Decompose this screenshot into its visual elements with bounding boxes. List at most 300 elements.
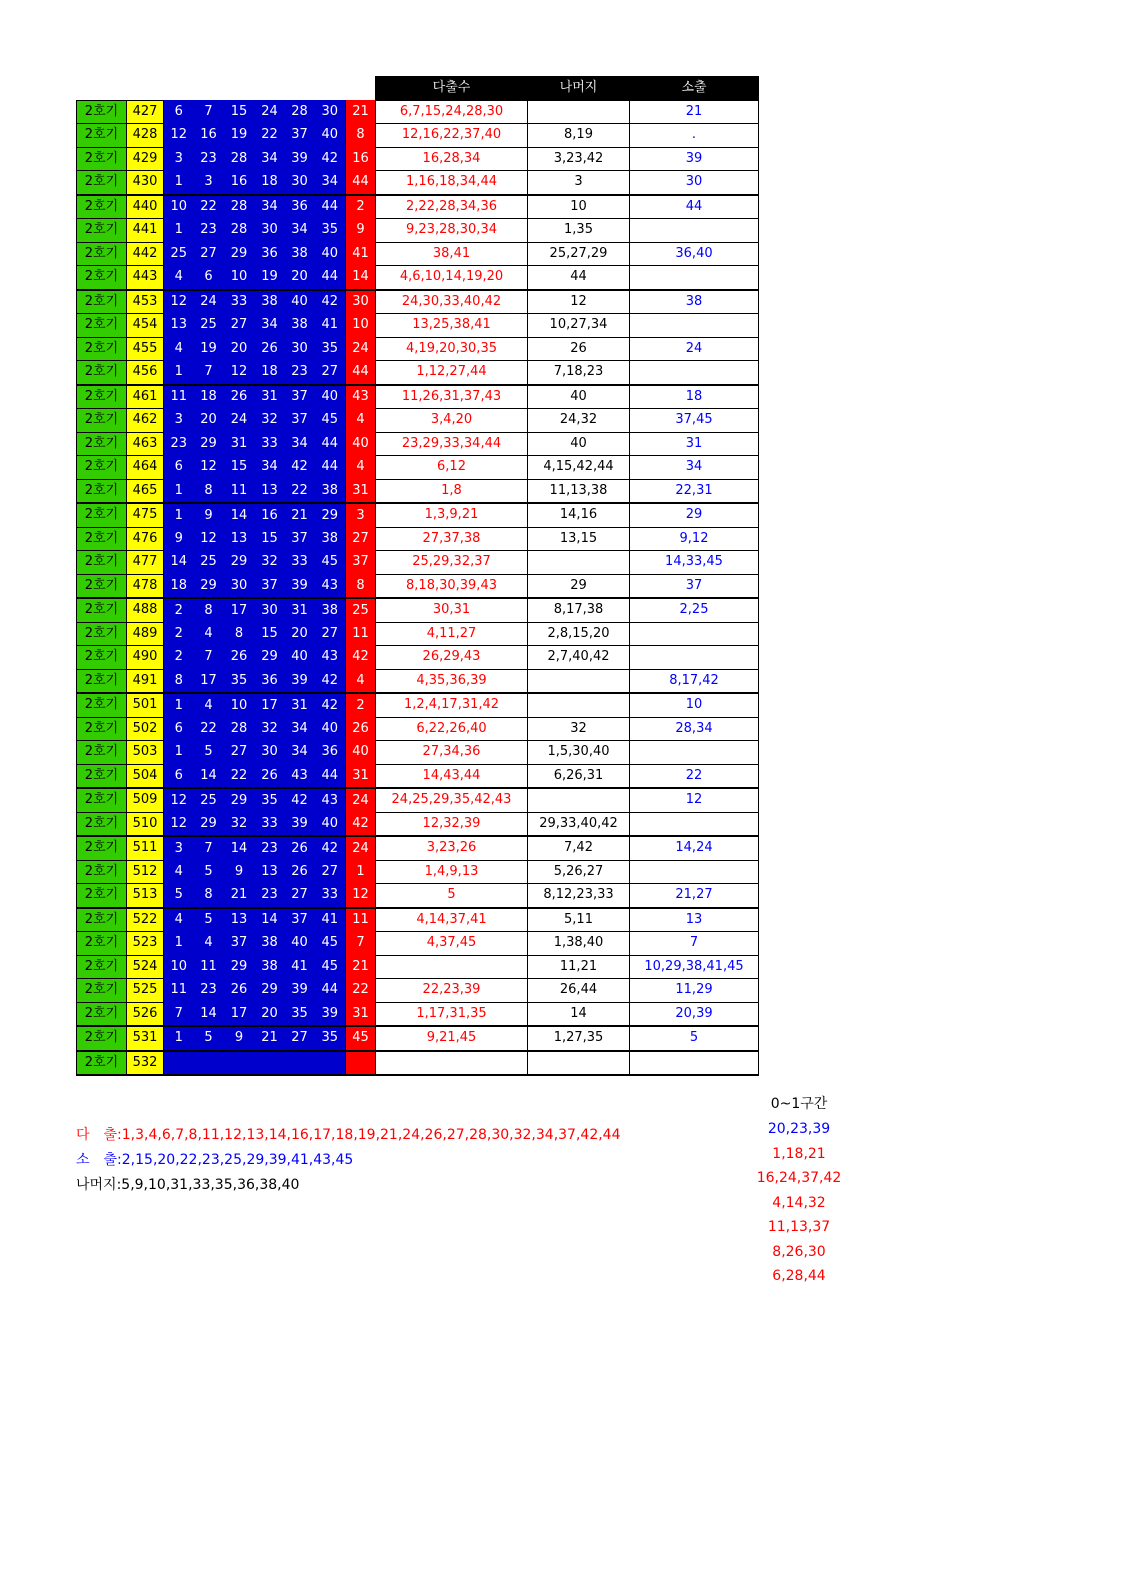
rest-cell: 40 [528,432,630,456]
table-row [77,432,759,456]
hot-cell: 1,16,18,34,44 [376,171,528,195]
number-cell: 29 [255,979,285,1003]
number-cell: 3 [164,409,194,433]
round-cell: 464 [127,456,164,480]
rest-cell: 1,38,40 [528,932,630,956]
machine-cell: 2호기 [77,1002,127,1026]
summary-hot [76,1124,621,1144]
number-cell: 29 [255,646,285,670]
number-cell: 10 [164,955,194,979]
number-cell: 31 [285,693,315,717]
number-cell [194,1051,224,1076]
number-cell: 44 [315,764,346,788]
number-cell: 8 [164,669,194,693]
number-cell: 34 [255,147,285,171]
header-cold: 소출 [630,77,759,101]
cold-cell [630,622,759,646]
table-row [77,622,759,646]
hot-cell: 4,37,45 [376,932,528,956]
number-cell: 34 [255,195,285,219]
number-cell: 45 [315,551,346,575]
number-cell: 42 [315,290,346,314]
hot-cell: 1,12,27,44 [376,361,528,385]
number-cell: 21 [255,1026,285,1051]
hot-cell [376,1051,528,1076]
round-cell: 456 [127,361,164,385]
machine-cell: 2호기 [77,1051,127,1076]
round-cell: 462 [127,409,164,433]
hot-cell: 6,12 [376,456,528,480]
hot-cell: 2,22,28,34,36 [376,195,528,219]
zone-line: 20,23,39 [767,1121,831,1137]
number-cell: 1 [164,361,194,385]
number-cell: 19 [255,266,285,290]
number-cell [224,1051,255,1076]
bonus-cell: 11 [346,908,376,932]
round-cell: 441 [127,219,164,243]
number-cell: 1 [164,219,194,243]
number-cell: 42 [315,836,346,860]
cold-cell: 14,33,45 [630,551,759,575]
summary-rest-label: 나머지: [76,1177,122,1193]
hot-cell: 3,23,26 [376,836,528,860]
machine-cell: 2호기 [77,100,127,124]
number-cell: 44 [315,979,346,1003]
number-cell: 12 [164,290,194,314]
round-cell: 513 [127,884,164,908]
machine-cell: 2호기 [77,836,127,860]
number-cell: 26 [224,385,255,409]
number-cell: 25 [194,551,224,575]
rest-cell: 5,26,27 [528,860,630,884]
cold-cell: 24 [630,337,759,361]
number-cell: 39 [285,979,315,1003]
number-cell: 6 [164,100,194,124]
machine-cell: 2호기 [77,860,127,884]
machine-cell: 2호기 [77,932,127,956]
round-cell: 504 [127,764,164,788]
machine-cell: 2호기 [77,432,127,456]
bonus-cell: 1 [346,860,376,884]
hot-cell: 1,3,9,21 [376,503,528,527]
bonus-cell: 24 [346,836,376,860]
number-cell: 33 [285,551,315,575]
table-row [77,932,759,956]
rest-cell: 26 [528,337,630,361]
round-cell: 524 [127,955,164,979]
number-cell: 31 [255,385,285,409]
table-row [77,860,759,884]
bonus-cell: 7 [346,932,376,956]
number-cell: 40 [315,124,346,148]
round-cell: 477 [127,551,164,575]
number-cell: 26 [255,764,285,788]
number-cell: 20 [255,1002,285,1026]
round-cell: 489 [127,622,164,646]
cold-cell [630,812,759,836]
zone-lines [740,1119,858,1291]
number-cell: 7 [164,1002,194,1026]
number-cell: 13 [255,479,285,503]
hot-cell: 22,23,39 [376,979,528,1003]
number-cell: 14 [164,551,194,575]
table-row [77,242,759,266]
table-row [77,195,759,219]
number-cell: 35 [224,669,255,693]
number-cell: 23 [164,432,194,456]
machine-cell: 2호기 [77,741,127,765]
number-cell: 30 [255,219,285,243]
cold-cell: 28,34 [630,717,759,741]
table-row [77,1051,759,1076]
number-cell: 29 [224,955,255,979]
number-cell: 4 [164,337,194,361]
number-cell: 39 [285,574,315,598]
number-cell: 23 [255,884,285,908]
number-cell: 26 [224,979,255,1003]
table-row [77,717,759,741]
rest-cell: 40 [528,385,630,409]
bonus-cell: 4 [346,669,376,693]
lotto-analysis-table [76,76,759,1076]
round-cell: 511 [127,836,164,860]
cold-cell: 2,25 [630,598,759,622]
machine-cell: 2호기 [77,361,127,385]
table-row [77,551,759,575]
number-cell: 33 [315,884,346,908]
number-cell: 1 [164,171,194,195]
bonus-cell: 2 [346,195,376,219]
rest-cell [528,100,630,124]
bonus-cell: 43 [346,385,376,409]
round-cell: 526 [127,1002,164,1026]
table-row [77,100,759,124]
bonus-cell: 21 [346,955,376,979]
number-cell: 17 [194,669,224,693]
number-cell: 1 [164,503,194,527]
header-hot: 다출수 [376,77,528,101]
machine-cell: 2호기 [77,290,127,314]
number-cell: 15 [255,527,285,551]
rest-cell [528,693,630,717]
number-cell: 40 [285,646,315,670]
number-cell: 6 [164,456,194,480]
number-cell: 35 [315,219,346,243]
hot-cell: 11,26,31,37,43 [376,385,528,409]
number-cell: 38 [255,290,285,314]
zone-line: 4,14,32 [772,1194,826,1211]
bonus-cell: 44 [346,361,376,385]
table-row [77,266,759,290]
round-cell: 442 [127,242,164,266]
round-cell: 465 [127,479,164,503]
bonus-cell: 31 [346,764,376,788]
number-cell: 18 [194,385,224,409]
hot-cell: 1,2,4,17,31,42 [376,693,528,717]
number-cell: 25 [194,314,224,338]
round-cell: 427 [127,100,164,124]
table-row [77,147,759,171]
rest-cell: 3 [528,171,630,195]
number-cell: 2 [164,646,194,670]
number-cell: 27 [285,1026,315,1051]
number-cell: 15 [255,622,285,646]
round-cell: 532 [127,1051,164,1076]
number-cell: 10 [224,266,255,290]
rest-cell: 5,11 [528,908,630,932]
number-cell: 4 [194,622,224,646]
round-cell: 478 [127,574,164,598]
bonus-cell: 12 [346,884,376,908]
machine-cell: 2호기 [77,764,127,788]
number-cell: 20 [194,409,224,433]
cold-cell: 14,24 [630,836,759,860]
round-cell: 476 [127,527,164,551]
rest-cell: 12 [528,290,630,314]
table-row [77,646,759,670]
bonus-cell: 42 [346,812,376,836]
machine-cell: 2호기 [77,598,127,622]
number-cell: 9 [194,503,224,527]
table-row [77,124,759,148]
machine-cell: 2호기 [77,503,127,527]
round-cell: 430 [127,171,164,195]
number-cell: 40 [315,242,346,266]
machine-cell: 2호기 [77,1026,127,1051]
number-cell: 4 [164,266,194,290]
hot-cell: 4,11,27 [376,622,528,646]
number-cell: 36 [255,242,285,266]
hot-cell: 1,8 [376,479,528,503]
number-cell: 43 [315,646,346,670]
number-cell: 42 [315,147,346,171]
table-row [77,456,759,480]
machine-cell: 2호기 [77,456,127,480]
number-cell: 33 [255,432,285,456]
machine-cell: 2호기 [77,669,127,693]
number-cell: 11 [164,385,194,409]
number-cell: 20 [285,266,315,290]
cold-cell: 21 [630,100,759,124]
number-cell: 27 [315,622,346,646]
number-cell: 19 [224,124,255,148]
cold-cell: 22,31 [630,479,759,503]
number-cell: 1 [164,1026,194,1051]
machine-cell: 2호기 [77,884,127,908]
number-cell: 16 [224,171,255,195]
table-row [77,219,759,243]
machine-cell: 2호기 [77,147,127,171]
cold-cell [630,314,759,338]
bonus-cell: 8 [346,124,376,148]
machine-cell: 2호기 [77,409,127,433]
number-cell: 24 [194,290,224,314]
number-cell: 8 [194,479,224,503]
hot-cell: 1,17,31,35 [376,1002,528,1026]
summary-rest-values: 5,9,10,31,33,35,36,38,40 [121,1177,300,1193]
number-cell: 36 [255,669,285,693]
number-cell: 17 [224,1002,255,1026]
number-cell: 35 [285,1002,315,1026]
zone-line: 16,24,37,42 [756,1170,842,1186]
rest-cell: 6,26,31 [528,764,630,788]
machine-cell: 2호기 [77,646,127,670]
number-cell: 5 [194,860,224,884]
number-cell: 12 [164,124,194,148]
number-cell: 42 [315,693,346,717]
bonus-cell: 16 [346,147,376,171]
number-cell: 40 [315,717,346,741]
number-cell: 10 [164,195,194,219]
cold-cell: 34 [630,456,759,480]
number-cell: 40 [315,812,346,836]
number-cell: 38 [315,527,346,551]
bonus-cell: 26 [346,717,376,741]
number-cell: 17 [224,598,255,622]
zone-line: 1,18,21 [772,1145,826,1162]
number-cell [285,1051,315,1076]
cold-cell [630,741,759,765]
number-cell: 37 [285,385,315,409]
number-cell: 30 [285,337,315,361]
machine-cell: 2호기 [77,551,127,575]
number-cell: 39 [315,1002,346,1026]
summary-cold [76,1149,353,1169]
table-row [77,979,759,1003]
hot-cell: 14,43,44 [376,764,528,788]
number-cell: 23 [194,147,224,171]
number-cell: 7 [194,836,224,860]
bonus-cell: 24 [346,337,376,361]
number-cell: 34 [285,432,315,456]
cold-cell: 10,29,38,41,45 [630,955,759,979]
cold-cell: 37 [630,574,759,598]
bonus-cell: 31 [346,1002,376,1026]
rest-cell: 14,16 [528,503,630,527]
rest-cell [528,788,630,812]
cold-cell: 44 [630,195,759,219]
number-cell: 3 [164,836,194,860]
number-cell: 7 [194,646,224,670]
number-cell: 6 [164,764,194,788]
number-cell: 38 [315,598,346,622]
table-row [77,764,759,788]
number-cell: 27 [315,860,346,884]
number-cell: 1 [164,932,194,956]
number-cell: 29 [194,574,224,598]
number-cell: 30 [255,598,285,622]
cold-cell: 10 [630,693,759,717]
number-cell: 4 [164,860,194,884]
summary-cold-label: 소 출: [76,1152,122,1168]
cold-cell: 31 [630,432,759,456]
round-cell: 502 [127,717,164,741]
number-cell: 16 [194,124,224,148]
hot-cell: 4,19,20,30,35 [376,337,528,361]
number-cell: 14 [194,1002,224,1026]
number-cell: 13 [255,860,285,884]
machine-cell: 2호기 [77,219,127,243]
round-cell: 510 [127,812,164,836]
rest-cell: 8,12,23,33 [528,884,630,908]
number-cell: 12 [194,456,224,480]
number-cell: 37 [285,908,315,932]
machine-cell: 2호기 [77,812,127,836]
round-cell: 503 [127,741,164,765]
number-cell: 19 [194,337,224,361]
bonus-cell: 21 [346,100,376,124]
number-cell [255,1051,285,1076]
header-blank [77,77,376,101]
table-row [77,788,759,812]
machine-cell: 2호기 [77,124,127,148]
machine-cell: 2호기 [77,314,127,338]
hot-cell: 24,30,33,40,42 [376,290,528,314]
cold-cell: 39 [630,147,759,171]
number-cell: 13 [164,314,194,338]
bonus-cell: 41 [346,242,376,266]
bonus-cell: 10 [346,314,376,338]
cold-cell [630,266,759,290]
number-cell: 17 [255,693,285,717]
hot-cell: 4,6,10,14,19,20 [376,266,528,290]
number-cell: 3 [164,147,194,171]
cold-cell [630,860,759,884]
cold-cell: 11,29 [630,979,759,1003]
rest-cell [528,551,630,575]
number-cell: 26 [255,337,285,361]
number-cell: 8 [194,884,224,908]
number-cell: 4 [194,932,224,956]
cold-cell [630,646,759,670]
number-cell: 29 [224,242,255,266]
zone-panel [740,1094,858,1291]
cold-cell: 21,27 [630,884,759,908]
bonus-cell: 44 [346,171,376,195]
table-row [77,955,759,979]
number-cell: 28 [285,100,315,124]
rest-cell: 7,18,23 [528,361,630,385]
number-cell: 18 [255,361,285,385]
rest-cell [528,1051,630,1076]
number-cell: 10 [224,693,255,717]
hot-cell: 4,35,36,39 [376,669,528,693]
header-rest: 나머지 [528,77,630,101]
hot-cell: 24,25,29,35,42,43 [376,788,528,812]
number-cell: 27 [224,741,255,765]
number-cell: 24 [255,100,285,124]
table-row [77,884,759,908]
cold-cell: 18 [630,385,759,409]
number-cell: 26 [285,836,315,860]
number-cell: 18 [164,574,194,598]
rest-cell: 25,27,29 [528,242,630,266]
bonus-cell: 37 [346,551,376,575]
summary-hot-label: 다 출: [76,1127,122,1143]
cold-cell: 37,45 [630,409,759,433]
rest-cell: 11,13,38 [528,479,630,503]
number-cell: 26 [285,860,315,884]
number-cell: 12 [164,788,194,812]
number-cell: 45 [315,409,346,433]
number-cell: 6 [194,266,224,290]
number-cell: 38 [315,479,346,503]
number-cell: 30 [315,100,346,124]
number-cell: 44 [315,195,346,219]
number-cell: 26 [224,646,255,670]
number-cell: 1 [164,741,194,765]
number-cell: 33 [224,290,255,314]
